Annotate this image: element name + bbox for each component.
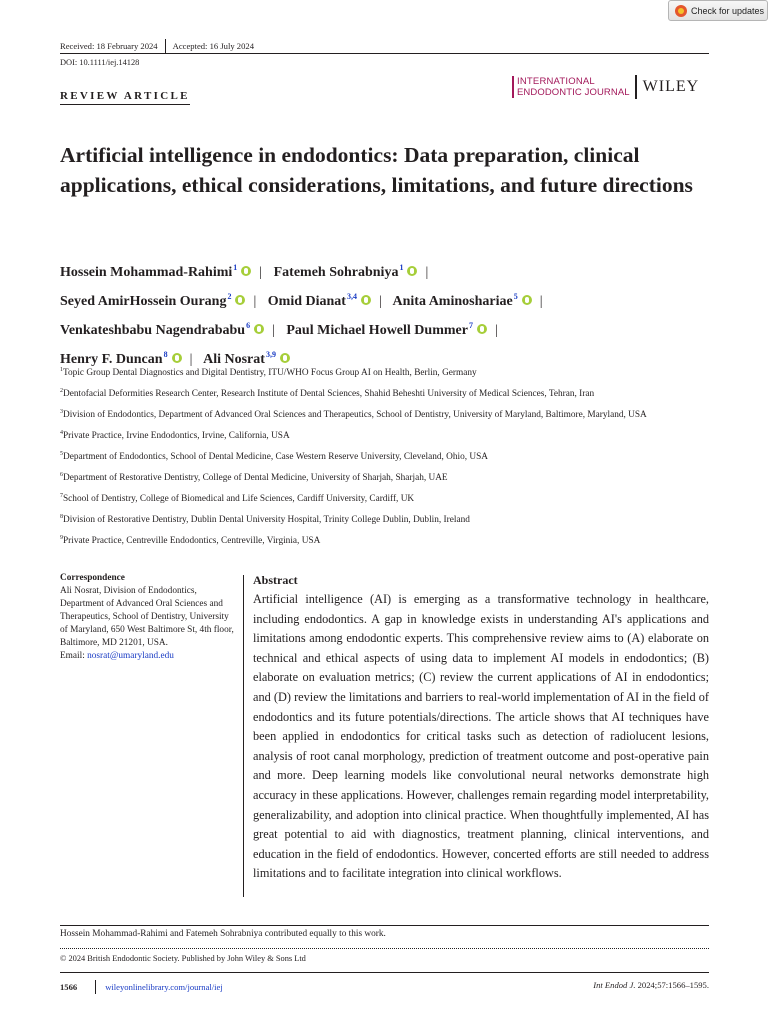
check-for-updates-button[interactable] — [668, 0, 768, 21]
journal-logo — [512, 75, 699, 99]
affiliation-text: Division of Endodontics, Department of Advanced Oral Sciences and Therapeutics, School of Dentistry, University of Maryland, Baltimore, Maryland, USA — [63, 410, 647, 420]
correspondence-heading: Correspondence — [60, 573, 125, 583]
author-line — [60, 314, 720, 343]
affiliation — [60, 532, 710, 549]
author-affiliation-ref[interactable]: 5 — [513, 292, 518, 301]
author-list — [60, 256, 720, 372]
author-separator: | — [253, 294, 257, 309]
affiliation-list — [60, 364, 710, 553]
crossmark-icon — [675, 5, 687, 17]
author-separator: | — [378, 294, 382, 309]
citation — [593, 980, 709, 990]
affiliation-number: 3 — [60, 409, 63, 415]
correspondence-email — [60, 650, 235, 663]
affiliation — [60, 427, 710, 444]
footnote-divider — [60, 925, 709, 926]
affiliation-number: 1 — [60, 367, 63, 373]
author-name[interactable]: Venkateshbabu Nagendrababu — [60, 323, 246, 338]
orcid-icon[interactable] — [361, 295, 371, 305]
author-affiliation-ref[interactable]: 1 — [233, 263, 238, 272]
affiliation-number: 5 — [60, 451, 63, 457]
affiliation-number: 4 — [60, 430, 63, 436]
header-divider — [60, 53, 709, 54]
article-dates — [60, 39, 254, 53]
affiliation-number: 7 — [60, 493, 63, 499]
orcid-icon[interactable] — [254, 324, 264, 334]
author-separator: | — [494, 323, 498, 338]
orcid-icon[interactable] — [407, 266, 417, 276]
affiliation-text: School of Dentistry, College of Biomedical and Life Sciences, Cardiff University, Cardiff, UK — [63, 494, 415, 504]
abstract — [253, 572, 709, 884]
author-separator: | — [539, 294, 543, 309]
email-label: Email: — [60, 651, 88, 661]
orcid-icon[interactable] — [280, 353, 290, 363]
footer-separator — [95, 980, 96, 994]
journal-name-line2: ENDODONTIC JOURNAL — [517, 87, 630, 98]
affiliation — [60, 406, 710, 423]
publisher-logo: WILEY — [642, 78, 700, 95]
affiliation — [60, 364, 710, 381]
affiliation-text: Private Practice, Centreville Endodontics, Centreville, Virginia, USA — [63, 536, 321, 546]
author-affiliation-ref[interactable]: 3,4 — [346, 292, 357, 301]
author-separator: | — [425, 265, 429, 280]
author-name[interactable]: Fatemeh Sohrabniya — [273, 265, 399, 280]
accepted-date: Accepted: 16 July 2024 — [172, 41, 254, 51]
journal-name-line1: INTERNATIONAL — [517, 76, 595, 87]
affiliation-number: 9 — [60, 535, 63, 541]
section-label: REVIEW ARTICLE — [60, 90, 190, 105]
date-separator — [165, 39, 166, 53]
page-footer-left — [60, 980, 223, 994]
abstract-text: Artificial intelligence (AI) is emerging as a transformative technology in healthcare, including endodontics. A gap in knowledge exists in understanding AI's applications and limitations among endodontic experts. This comprehensive review aims to (A) elaborate on technical and ethical aspects of using data to implement AI models in endodontics; (B) elaborate on evaluation metrics; (C) review the current applications of AI in endodontics; and (D) review the limitations and barriers to real-world implementation of AI in the field of endodontics and its future potentials/directions. The article shows that AI techniques have been applied in endodontics for critical tasks such as detection of radiolucent lesions, analysis of root canal morphology, prediction of treatment outcome and post-operative pain and more. Deep learning models like convolutional neural networks demonstrate high accuracy in these applications. However, challenges remain regarding model interpretability, generalizability, and adoption into clinical practice. When thoughtfully implemented, AI has great potential to aid with diagnostics, treatment planning, clinical interventions, and education in the field of endodontics. However, concerted efforts are still needed to address limitations and to facilitate integration into clinical workflows. — [253, 592, 709, 881]
article-title: Artificial intelligence in endodontics: Data preparation, clinical applications, ethical considerations, limitations, and future directions — [60, 143, 693, 197]
affiliation-number: 2 — [60, 388, 63, 394]
author-affiliation-ref[interactable]: 3,9 — [265, 350, 276, 359]
author-name[interactable]: Omid Dianat — [267, 294, 346, 309]
author-separator: | — [272, 323, 275, 338]
author-separator: | — [189, 352, 193, 367]
author-name[interactable]: Seyed AmirHossein Ourang — [60, 294, 227, 309]
orcid-icon[interactable] — [477, 324, 487, 334]
doi: DOI: 10.1111/iej.14128 — [60, 58, 140, 67]
author-name[interactable]: Henry F. Duncan — [60, 352, 163, 367]
check-for-updates-label: Check for updates — [691, 5, 765, 16]
abstract-heading: Abstract — [253, 573, 298, 587]
affiliation-text: Dentofacial Deformities Research Center, Research Institute of Dental Sciences, Shahid Beheshti University of Medical Sciences, Tehran, Iran — [63, 389, 595, 399]
affiliation-text: Private Practice, Irvine Endodontics, Irvine, California, USA — [63, 431, 290, 441]
logo-divider — [635, 75, 637, 99]
affiliation — [60, 448, 710, 465]
dotted-divider — [60, 948, 709, 949]
citation-details: 2024;57:1566–1595. — [635, 980, 709, 990]
copyright: © 2024 British Endodontic Society. Published by John Wiley & Sons Ltd — [60, 954, 306, 963]
footer-divider — [60, 972, 709, 973]
correspondence-body: Ali Nosrat, Division of Endodontics, Department of Advanced Oral Sciences and Therapeutics, School of Dentistry, University of Maryland, 650 West Baltimore St, 4th floor, Baltimore, MD 21201, USA. — [60, 586, 234, 648]
affiliation — [60, 469, 710, 486]
author-name[interactable]: Hossein Mohammad-Rahimi — [60, 265, 233, 280]
author-affiliation-ref[interactable]: 6 — [246, 321, 251, 330]
citation-journal: Int Endod J. — [593, 980, 636, 990]
author-line — [60, 256, 720, 285]
affiliation — [60, 511, 710, 528]
page-number: 1566 — [60, 982, 78, 992]
equal-contribution-note: Hossein Mohammad-Rahimi and Fatemeh Sohrabniya contributed equally to this work. — [60, 929, 386, 939]
author-affiliation-ref[interactable]: 8 — [163, 350, 168, 359]
affiliation-text: Topic Group Dental Diagnostics and Digital Dentistry, ITU/WHO Focus Group AI on Health, Berlin, Germany — [63, 368, 477, 378]
abstract-divider — [243, 575, 244, 897]
orcid-icon[interactable] — [172, 353, 182, 363]
orcid-icon[interactable] — [241, 266, 251, 276]
author-name[interactable]: Ali Nosrat — [203, 352, 265, 367]
affiliation-number: 8 — [60, 514, 63, 520]
journal-name — [512, 76, 630, 98]
author-separator: | — [259, 265, 263, 280]
author-name[interactable]: Anita Aminoshariae — [392, 294, 513, 309]
orcid-icon[interactable] — [235, 295, 245, 305]
email-link[interactable]: nosrat@umaryland.edu — [87, 651, 174, 661]
author-affiliation-ref[interactable]: 2 — [227, 292, 232, 301]
orcid-icon[interactable] — [522, 295, 532, 305]
affiliation-number: 6 — [60, 472, 63, 478]
journal-url-link[interactable]: wileyonlinelibrary.com/journal/iej — [105, 982, 223, 992]
affiliation — [60, 385, 710, 402]
affiliation — [60, 490, 710, 507]
author-line — [60, 285, 720, 314]
correspondence — [60, 572, 235, 663]
author-affiliation-ref[interactable]: 1 — [399, 263, 404, 272]
author-name[interactable]: Paul Michael Howell Dummer — [286, 323, 468, 338]
received-date: Received: 18 February 2024 — [60, 41, 158, 51]
author-affiliation-ref[interactable]: 7 — [468, 321, 473, 330]
affiliation-text: Department of Restorative Dentistry, College of Dental Medicine, University of Sharjah, Sharjah, UAE — [63, 473, 448, 483]
affiliation-text: Department of Endodontics, School of Dental Medicine, Case Western Reserve University, Cleveland, Ohio, USA — [63, 452, 489, 462]
affiliation-text: Division of Restorative Dentistry, Dublin Dental University Hospital, Trinity College Dublin, Dublin, Ireland — [63, 515, 470, 525]
